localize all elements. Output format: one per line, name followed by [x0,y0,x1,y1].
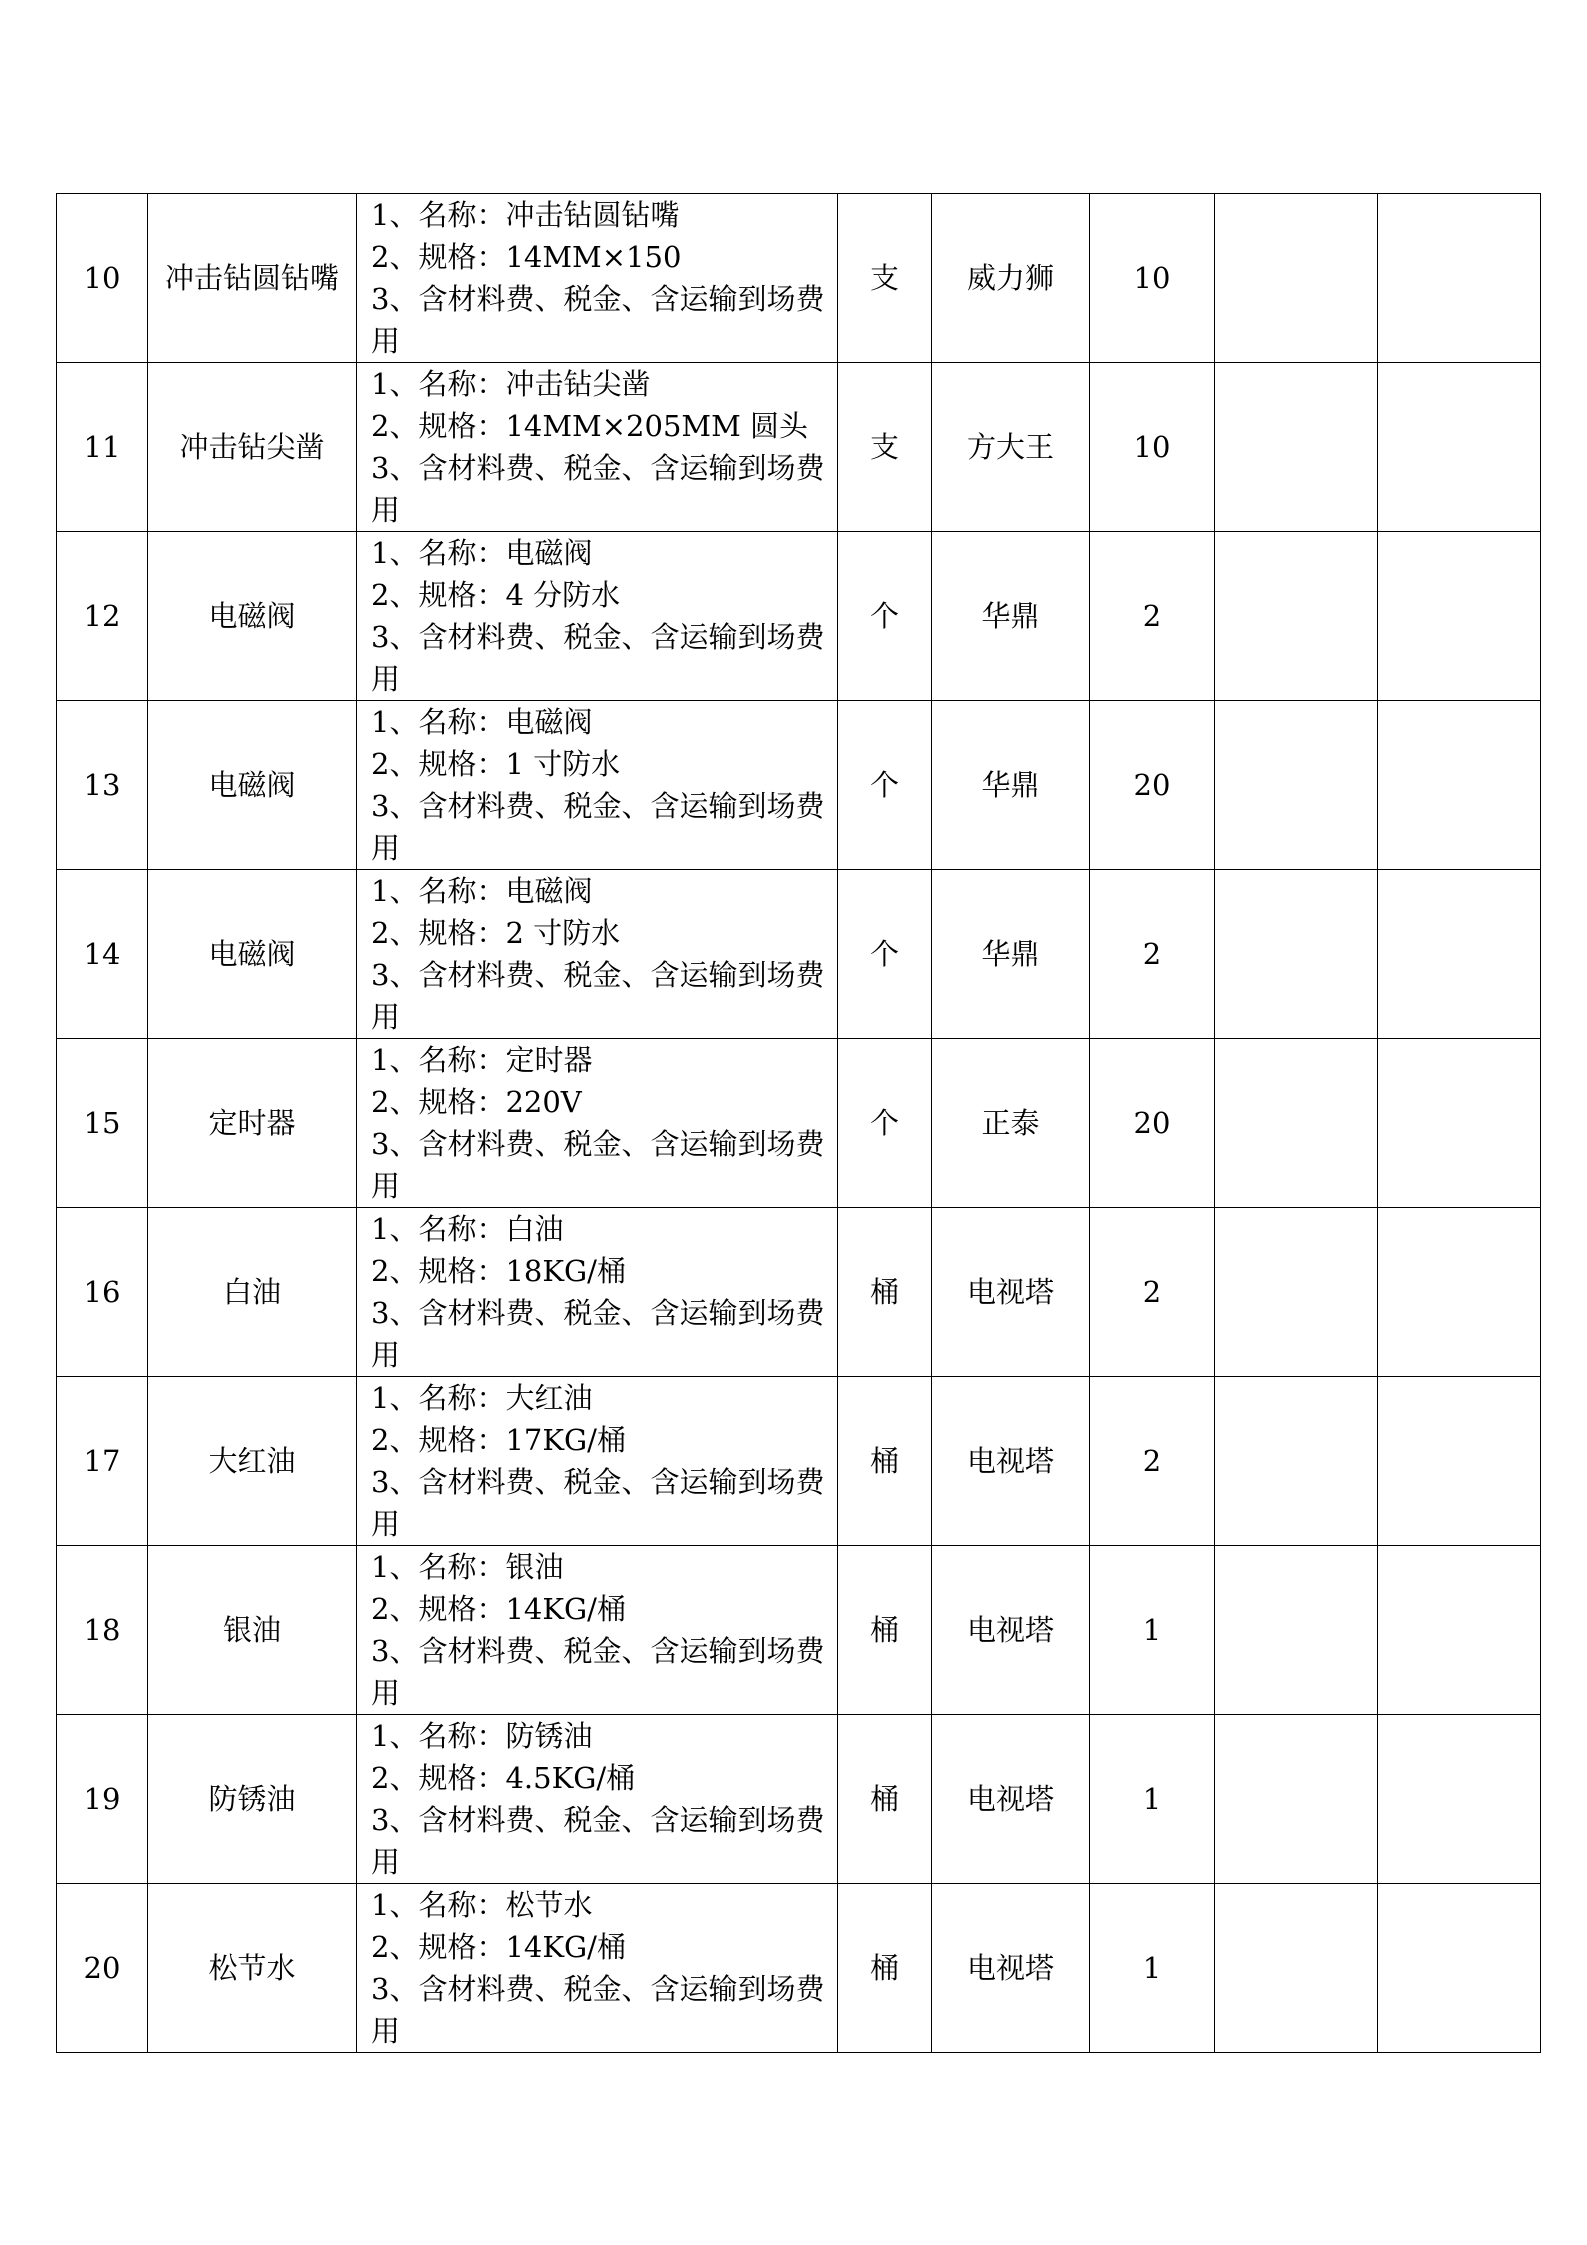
unit-price-cell [1215,194,1378,363]
description-line: 3、含材料费、税金、含运输到场费 [371,1127,825,1161]
description-line: 用 [371,1507,401,1541]
brand-cell: 电视塔 [932,1884,1090,2053]
quantity-cell: 10 [1090,363,1215,532]
table-row [57,1039,1541,1208]
table-row [57,870,1541,1039]
unit-price-cell [1215,870,1378,1039]
table-row [57,1377,1541,1546]
item-name-cell: 防锈油 [148,1715,357,1884]
description-line: 3、含材料费、税金、含运输到场费 [371,1296,825,1330]
unit-price-cell [1215,1884,1378,2053]
unit-price-cell [1215,1039,1378,1208]
total-price-cell [1378,194,1541,363]
description-line: 3、含材料费、税金、含运输到场费 [371,451,825,485]
total-price-cell [1378,363,1541,532]
description-line: 用 [371,493,401,527]
unit-cell: 支 [838,363,932,532]
brand-cell: 电视塔 [932,1208,1090,1377]
total-price-cell [1378,1884,1541,2053]
table-row [57,1884,1541,2053]
description-line: 用 [371,662,401,696]
total-price-cell [1378,1039,1541,1208]
unit-price-cell [1215,1377,1378,1546]
item-description-cell [357,363,838,532]
quantity-cell: 2 [1090,870,1215,1039]
item-description-cell [357,194,838,363]
description-line: 1、名称：松节水 [371,1888,593,1922]
item-name-cell: 银油 [148,1546,357,1715]
brand-cell: 威力狮 [932,194,1090,363]
item-description-cell [357,1546,838,1715]
description-line: 2、规格：4 分防水 [371,578,621,612]
materials-table [56,193,1541,2053]
description-line: 2、规格：1 寸防水 [371,747,621,781]
unit-cell: 个 [838,1039,932,1208]
description-line: 3、含材料费、税金、含运输到场费 [371,1803,825,1837]
quantity-cell: 2 [1090,1377,1215,1546]
brand-cell: 电视塔 [932,1715,1090,1884]
description-line: 1、名称：电磁阀 [371,874,593,908]
row-number-cell: 17 [57,1377,148,1546]
description-line: 2、规格：14MM×150 [371,240,682,274]
quantity-cell: 20 [1090,701,1215,870]
description-line: 3、含材料费、税金、含运输到场费 [371,1634,825,1668]
row-number-cell: 14 [57,870,148,1039]
item-name-cell: 电磁阀 [148,532,357,701]
unit-cell: 桶 [838,1377,932,1546]
table-row [57,701,1541,870]
description-line: 3、含材料费、税金、含运输到场费 [371,620,825,654]
total-price-cell [1378,870,1541,1039]
total-price-cell [1378,1546,1541,1715]
row-number-cell: 20 [57,1884,148,2053]
unit-cell: 桶 [838,1715,932,1884]
description-line: 用 [371,1845,401,1879]
row-number-cell: 18 [57,1546,148,1715]
item-description-cell [357,1208,838,1377]
table-row [57,1715,1541,1884]
item-name-cell: 定时器 [148,1039,357,1208]
unit-cell: 个 [838,532,932,701]
description-line: 3、含材料费、税金、含运输到场费 [371,958,825,992]
unit-price-cell [1215,1208,1378,1377]
total-price-cell [1378,532,1541,701]
item-name-cell: 冲击钻尖凿 [148,363,357,532]
description-line: 用 [371,1000,401,1034]
row-number-cell: 10 [57,194,148,363]
quantity-cell: 2 [1090,532,1215,701]
description-line: 1、名称：电磁阀 [371,705,593,739]
description-line: 2、规格：2 寸防水 [371,916,621,950]
description-line: 用 [371,831,401,865]
description-line: 1、名称：冲击钻尖凿 [371,367,651,401]
description-line: 1、名称：电磁阀 [371,536,593,570]
unit-cell: 桶 [838,1884,932,2053]
description-line: 2、规格：4.5KG/桶 [371,1761,636,1795]
table-row [57,532,1541,701]
total-price-cell [1378,1208,1541,1377]
unit-price-cell [1215,363,1378,532]
item-name-cell: 白油 [148,1208,357,1377]
item-description-cell [357,1039,838,1208]
description-line: 3、含材料费、税金、含运输到场费 [371,1972,825,2006]
item-description-cell [357,532,838,701]
row-number-cell: 16 [57,1208,148,1377]
description-line: 用 [371,1338,401,1372]
brand-cell: 华鼎 [932,870,1090,1039]
unit-cell: 桶 [838,1208,932,1377]
quantity-cell: 2 [1090,1208,1215,1377]
table-row [57,363,1541,532]
description-line: 2、规格：220V [371,1085,582,1119]
description-line: 1、名称：大红油 [371,1381,593,1415]
unit-price-cell [1215,1715,1378,1884]
description-line: 2、规格：18KG/桶 [371,1254,626,1288]
unit-cell: 桶 [838,1546,932,1715]
item-description-cell [357,701,838,870]
quantity-cell: 1 [1090,1884,1215,2053]
quantity-cell: 1 [1090,1546,1215,1715]
row-number-cell: 11 [57,363,148,532]
brand-cell: 华鼎 [932,532,1090,701]
description-line: 3、含材料费、税金、含运输到场费 [371,789,825,823]
description-line: 3、含材料费、税金、含运输到场费 [371,282,825,316]
table-row [57,194,1541,363]
description-line: 2、规格：14MM×205MM 圆头 [371,409,808,443]
row-number-cell: 13 [57,701,148,870]
brand-cell: 电视塔 [932,1546,1090,1715]
item-name-cell: 电磁阀 [148,701,357,870]
item-name-cell: 冲击钻圆钻嘴 [148,194,357,363]
item-description-cell [357,1715,838,1884]
total-price-cell [1378,1377,1541,1546]
table-body [57,194,1541,2053]
unit-price-cell [1215,701,1378,870]
description-line: 2、规格：14KG/桶 [371,1592,626,1626]
description-line: 2、规格：14KG/桶 [371,1930,626,1964]
description-line: 用 [371,1169,401,1203]
description-line: 1、名称：定时器 [371,1043,593,1077]
item-name-cell: 大红油 [148,1377,357,1546]
total-price-cell [1378,701,1541,870]
table-row [57,1546,1541,1715]
row-number-cell: 12 [57,532,148,701]
brand-cell: 华鼎 [932,701,1090,870]
item-name-cell: 松节水 [148,1884,357,2053]
item-description-cell [357,870,838,1039]
description-line: 用 [371,2014,401,2048]
brand-cell: 电视塔 [932,1377,1090,1546]
quantity-cell: 1 [1090,1715,1215,1884]
table-row [57,1208,1541,1377]
item-name-cell: 电磁阀 [148,870,357,1039]
description-line: 1、名称：防锈油 [371,1719,593,1753]
unit-cell: 支 [838,194,932,363]
brand-cell: 正泰 [932,1039,1090,1208]
description-line: 1、名称：银油 [371,1550,564,1584]
item-description-cell [357,1377,838,1546]
brand-cell: 方大王 [932,363,1090,532]
row-number-cell: 15 [57,1039,148,1208]
unit-price-cell [1215,1546,1378,1715]
description-line: 用 [371,1676,401,1710]
description-line: 2、规格：17KG/桶 [371,1423,626,1457]
description-line: 用 [371,324,401,358]
quantity-cell: 10 [1090,194,1215,363]
item-description-cell [357,1884,838,2053]
unit-cell: 个 [838,870,932,1039]
unit-cell: 个 [838,701,932,870]
description-line: 1、名称：冲击钻圆钻嘴 [371,198,680,232]
description-line: 1、名称：白油 [371,1212,564,1246]
total-price-cell [1378,1715,1541,1884]
unit-price-cell [1215,532,1378,701]
row-number-cell: 19 [57,1715,148,1884]
description-line: 3、含材料费、税金、含运输到场费 [371,1465,825,1499]
quantity-cell: 20 [1090,1039,1215,1208]
